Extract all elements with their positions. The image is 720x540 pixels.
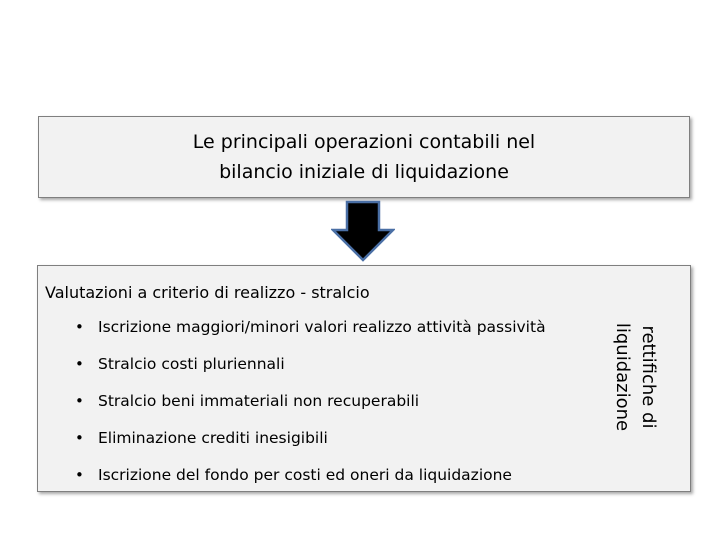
- bullet-icon: •: [75, 318, 84, 336]
- details-title: Valutazioni a criterio di realizzo - stralcio: [45, 283, 370, 302]
- list-item: [75, 425, 546, 462]
- header-line-1: Le principali operazioni contabili nel: [192, 131, 536, 153]
- list-item-text: Iscrizione del fondo per costi ed oneri da liquidazione: [98, 466, 512, 484]
- side-label-line-1: rettifiche di: [638, 325, 659, 429]
- list-item-text: Iscrizione maggiori/minori valori realizzo attività passività: [98, 318, 546, 336]
- side-label-text: [609, 323, 661, 431]
- header-box: [38, 116, 690, 198]
- list-item: [75, 314, 546, 351]
- list-item: [75, 388, 546, 425]
- list-item-text: Stralcio beni immateriali non recuperabili: [98, 392, 420, 410]
- side-label: [580, 312, 690, 442]
- bullet-icon: •: [75, 466, 84, 484]
- bullet-icon: •: [75, 429, 84, 447]
- operations-list: [75, 314, 546, 499]
- down-arrow-icon: [331, 200, 395, 262]
- list-item-text: Stralcio costi pluriennali: [98, 355, 285, 373]
- list-item: [75, 462, 546, 499]
- bullet-icon: •: [75, 392, 84, 410]
- header-line-2: bilancio iniziale di liquidazione: [219, 161, 509, 183]
- down-arrow-shape: [333, 202, 393, 260]
- bullet-icon: •: [75, 355, 84, 373]
- side-label-line-2: liquidazione: [612, 322, 633, 432]
- list-item: [75, 351, 546, 388]
- list-item-text: Eliminazione crediti inesigibili: [98, 429, 328, 447]
